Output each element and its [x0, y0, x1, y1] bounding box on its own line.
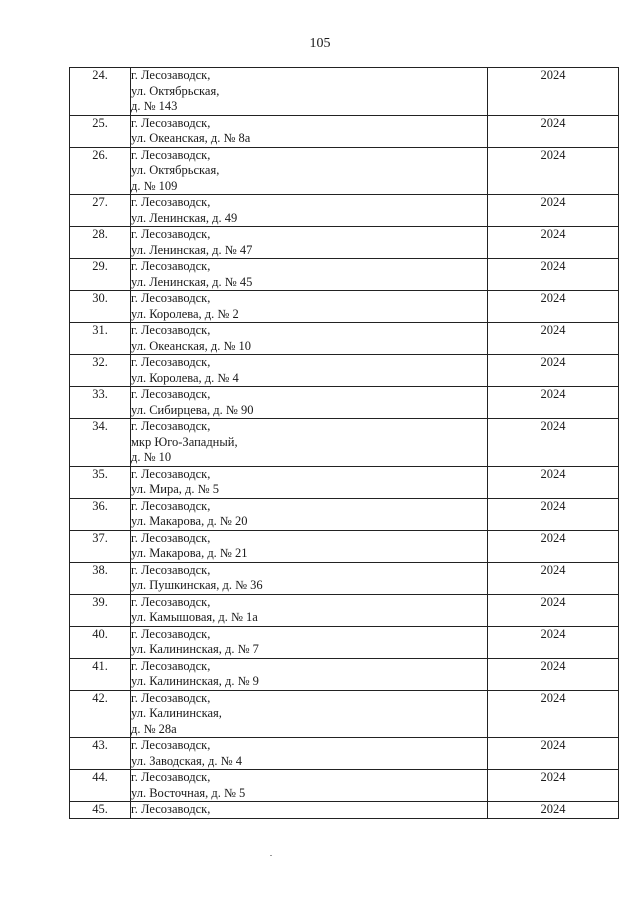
table-row	[70, 291, 619, 323]
table-row	[70, 355, 619, 387]
year-cell: 2024	[488, 291, 619, 323]
address-line: ул. Октябрьская,	[131, 83, 220, 98]
row-number: 34.	[70, 419, 131, 467]
address-cell	[131, 291, 488, 323]
address-line: д. № 28а	[131, 721, 177, 736]
address-cell	[131, 147, 488, 195]
row-number: 33.	[70, 387, 131, 419]
row-number: 35.	[70, 466, 131, 498]
address-cell	[131, 594, 488, 626]
address-line: г. Лесозаводск,	[131, 323, 211, 337]
table-row	[70, 594, 619, 626]
address-line: г. Лесозаводск,	[131, 419, 211, 433]
table-row	[70, 147, 619, 195]
address-cell	[131, 802, 488, 819]
row-number: 44.	[70, 770, 131, 802]
address-line: г. Лесозаводск,	[131, 658, 211, 673]
year-cell: 2024	[488, 419, 619, 467]
scan-speck	[270, 855, 272, 856]
address-line: г. Лесозаводск,	[131, 68, 211, 82]
address-cell	[131, 227, 488, 259]
address-line: г. Лесозаводск,	[131, 466, 211, 481]
table-row	[70, 466, 619, 498]
address-line: ул. Королева, д. № 2	[131, 306, 239, 321]
page-number: 105	[309, 36, 331, 51]
year-cell: 2024	[488, 259, 619, 291]
row-number: 31.	[70, 323, 131, 355]
row-number: 28.	[70, 227, 131, 259]
year-cell: 2024	[488, 658, 619, 690]
address-line: ул. Королева, д. № 4	[131, 370, 239, 385]
row-number: 24.	[70, 68, 131, 116]
table-row	[70, 690, 619, 738]
address-line: ул. Ленинская, д. № 47	[131, 242, 253, 257]
year-cell: 2024	[488, 562, 619, 594]
table-row	[70, 227, 619, 259]
address-line: г. Лесозаводск,	[131, 770, 211, 784]
address-line: ул. Макарова, д. № 21	[131, 546, 248, 560]
address-cell	[131, 498, 488, 530]
row-number: 26.	[70, 147, 131, 195]
row-number: 38.	[70, 562, 131, 594]
address-line: ул. Ленинская, д. 49	[131, 210, 238, 225]
row-number: 27.	[70, 195, 131, 227]
year-cell: 2024	[488, 147, 619, 195]
address-cell	[131, 195, 488, 227]
year-cell: 2024	[488, 690, 619, 738]
address-line: ул. Октябрьская,	[131, 163, 220, 177]
address-line: ул. Калининская, д. № 9	[131, 674, 259, 688]
table-row	[70, 387, 619, 419]
address-line: г. Лесозаводск,	[131, 562, 211, 577]
year-cell: 2024	[488, 195, 619, 227]
address-cell	[131, 690, 488, 738]
year-cell: 2024	[488, 626, 619, 658]
address-line: ул. Мира, д. № 5	[131, 482, 219, 496]
address-line: ул. Восточная, д. № 5	[131, 785, 246, 800]
address-cell	[131, 626, 488, 658]
address-line: г. Лесозаводск,	[131, 530, 211, 545]
address-line: ул. Заводская, д. № 4	[131, 753, 242, 768]
address-line: ул. Калининская, д. № 7	[131, 642, 259, 656]
address-cell	[131, 770, 488, 802]
address-line: г. Лесозаводск,	[131, 690, 211, 705]
address-cell	[131, 658, 488, 690]
address-line: д. № 10	[131, 450, 172, 464]
row-number: 40.	[70, 626, 131, 658]
table-row	[70, 115, 619, 147]
address-line: г. Лесозаводск,	[131, 147, 211, 162]
row-number: 32.	[70, 355, 131, 387]
year-cell: 2024	[488, 227, 619, 259]
address-cell	[131, 68, 488, 116]
table-row	[70, 323, 619, 355]
address-line: ул. Пушкинская, д. № 36	[131, 578, 263, 592]
address-line: г. Лесозаводск,	[131, 594, 211, 609]
row-number: 39.	[70, 594, 131, 626]
address-line: г. Лесозаводск,	[131, 626, 211, 641]
row-number: 37.	[70, 530, 131, 562]
table-row	[70, 259, 619, 291]
year-cell: 2024	[488, 530, 619, 562]
address-table	[69, 67, 619, 819]
address-line: г. Лесозаводск,	[131, 802, 211, 816]
year-cell: 2024	[488, 466, 619, 498]
table-row	[70, 802, 619, 819]
row-number: 42.	[70, 690, 131, 738]
address-line: мкр Юго-Западный,	[131, 434, 238, 449]
table-row	[70, 562, 619, 594]
year-cell: 2024	[488, 802, 619, 819]
address-cell	[131, 738, 488, 770]
address-cell	[131, 530, 488, 562]
year-cell: 2024	[488, 770, 619, 802]
address-cell	[131, 323, 488, 355]
address-cell	[131, 115, 488, 147]
table-row	[70, 498, 619, 530]
address-line: г. Лесозаводск,	[131, 195, 211, 209]
address-line: ул. Сибирцева, д. № 90	[131, 402, 254, 417]
address-line: д. № 109	[131, 178, 178, 193]
address-line: г. Лесозаводск,	[131, 498, 211, 513]
table-row	[70, 626, 619, 658]
address-line: г. Лесозаводск,	[131, 291, 211, 305]
year-cell: 2024	[488, 498, 619, 530]
table-row	[70, 770, 619, 802]
row-number: 29.	[70, 259, 131, 291]
address-line: г. Лесозаводск,	[131, 387, 211, 401]
table-row	[70, 658, 619, 690]
row-number: 36.	[70, 498, 131, 530]
row-number: 41.	[70, 658, 131, 690]
address-line: ул. Ленинская, д. № 45	[131, 274, 253, 289]
table-row	[70, 68, 619, 116]
table-row	[70, 738, 619, 770]
address-cell	[131, 466, 488, 498]
address-line: ул. Камышовая, д. № 1а	[131, 610, 258, 624]
year-cell: 2024	[488, 68, 619, 116]
address-line: д. № 143	[131, 99, 178, 113]
address-line: ул. Океанская, д. № 10	[131, 338, 252, 353]
address-cell	[131, 419, 488, 467]
address-line: ул. Океанская, д. № 8а	[131, 131, 251, 145]
table-row	[70, 530, 619, 562]
address-line: г. Лесозаводск,	[131, 115, 211, 130]
address-line: ул. Калининская,	[131, 706, 222, 720]
address-line: г. Лесозаводск,	[131, 227, 211, 241]
address-table-body	[70, 68, 619, 819]
address-line: г. Лесозаводск,	[131, 738, 211, 752]
year-cell: 2024	[488, 594, 619, 626]
year-cell: 2024	[488, 387, 619, 419]
year-cell: 2024	[488, 738, 619, 770]
address-cell	[131, 259, 488, 291]
table-row	[70, 419, 619, 467]
year-cell: 2024	[488, 115, 619, 147]
address-cell	[131, 355, 488, 387]
year-cell: 2024	[488, 355, 619, 387]
row-number: 25.	[70, 115, 131, 147]
address-line: г. Лесозаводск,	[131, 259, 211, 273]
address-cell	[131, 562, 488, 594]
table-row	[70, 195, 619, 227]
row-number: 43.	[70, 738, 131, 770]
row-number: 30.	[70, 291, 131, 323]
address-line: ул. Макарова, д. № 20	[131, 514, 248, 528]
address-cell	[131, 387, 488, 419]
year-cell: 2024	[488, 323, 619, 355]
address-line: г. Лесозаводск,	[131, 355, 211, 369]
row-number: 45.	[70, 802, 131, 819]
